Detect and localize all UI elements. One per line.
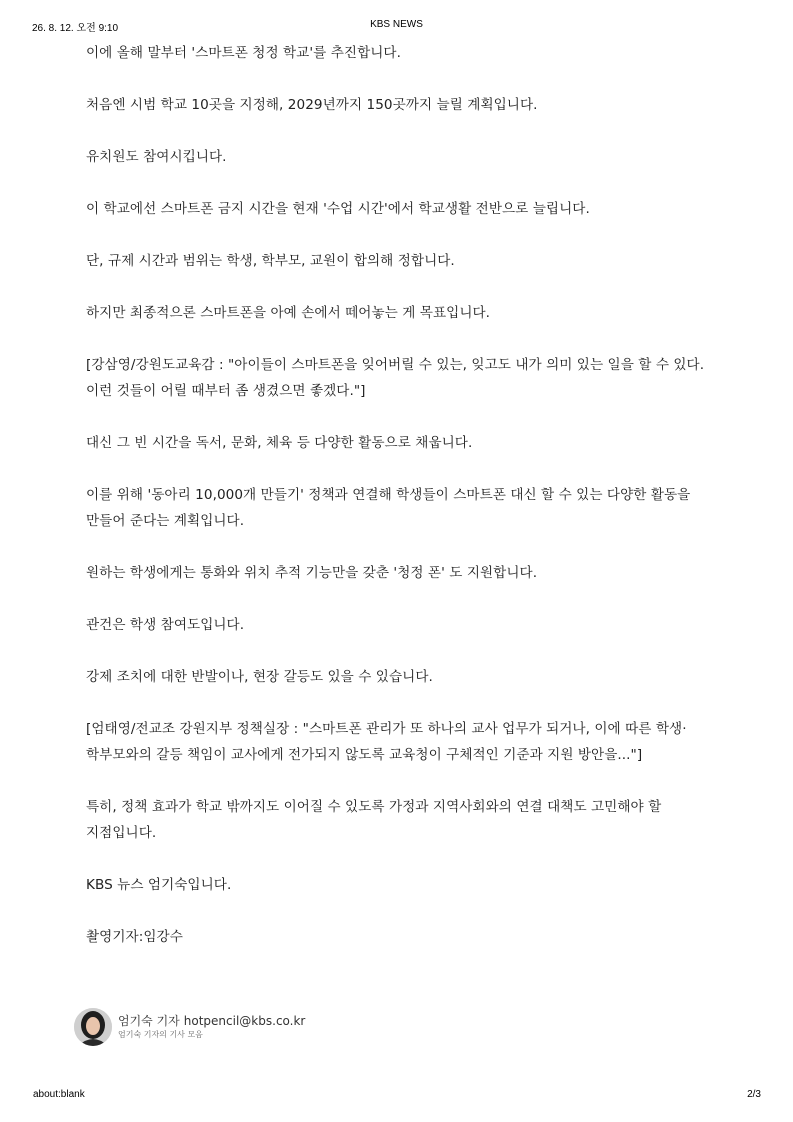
article-paragraph: 관건은 학생 참여도입니다. (86, 617, 245, 633)
article-paragraph: 이 학교에선 스마트폰 금지 시간을 현재 '수업 시간'에서 학교생활 전반으로 늘립니다. (86, 201, 590, 217)
article-paragraph: 원하는 학생에게는 통화와 위치 추적 기능만을 갖춘 '청정 폰' 도 지원합니다. (86, 565, 538, 581)
interview-quote: [강삼영/강원도교육감 : "아이들이 스마트폰을 잊어버릴 수 있는, 잊고도 내가 의미 있는 일을 할 수 있다. 이런 것들이 어릴 때부터 좀 생겼으면 좋겠다."] (86, 357, 705, 399)
print-header (0, 19, 793, 33)
print-site-title: KBS NEWS (370, 19, 423, 30)
article-paragraph: 처음엔 시범 학교 10곳을 지정해, 2029년까지 150곳까지 늘릴 계획입니다. (86, 97, 538, 113)
reporter-name[interactable]: 엄기숙 기자 (118, 1014, 180, 1028)
print-datetime: 26. 8. 12. 오전 9:10 (32, 23, 119, 34)
reporter-avatar[interactable] (74, 1008, 112, 1046)
article-paragraph: 대신 그 빈 시간을 독서, 문화, 체육 등 다양한 활동으로 채웁니다. (86, 435, 473, 451)
print-page-number: 2/3 (747, 1089, 761, 1100)
print-footer (0, 1089, 793, 1103)
article-paragraph: 단, 규제 시간과 범위는 학생, 학부모, 교원이 합의해 정합니다. (86, 253, 455, 269)
article-body (86, 40, 714, 976)
print-url: about:blank (33, 1089, 85, 1100)
article-paragraph: 이에 올해 말부터 '스마트폰 청정 학교'를 추진합니다. (86, 45, 401, 61)
camera-credit: 촬영기자:임강수 (86, 929, 183, 945)
article-paragraph: 하지만 최종적으론 스마트폰을 아예 손에서 떼어놓는 게 목표입니다. (86, 305, 491, 321)
article-paragraph: 강제 조치에 대한 반발이나, 현장 갈등도 있을 수 있습니다. (86, 669, 433, 685)
reporter-email[interactable]: hotpencil@kbs.co.kr (183, 1014, 306, 1028)
interview-quote: [엄태영/전교조 강원지부 정책실장 : "스마트폰 관리가 또 하나의 교사 업무가 되거나, 이에 따른 학생·학부모와의 갈등 책임이 교사에게 전가되지 않도록 교육청이 구체적인 기준과 지원 방안을..."] (86, 721, 687, 763)
article-paragraph: 이를 위해 '동아리 10,000개 만들기' 정책과 연결해 학생들이 스마트폰 대신 할 수 있는 다양한 활동을 만들어 준다는 계획입니다. (86, 487, 691, 529)
reporter-photo-icon (74, 1008, 112, 1046)
article-sign-off: KBS 뉴스 엄기숙입니다. (86, 877, 232, 893)
reporter-articles-link[interactable]: 엄기숙 기자의 기사 모음 (118, 1030, 203, 1039)
article-paragraph: 유치원도 참여시킵니다. (86, 149, 227, 165)
reporter-byline (74, 1007, 305, 1047)
article-paragraph: 특히, 정책 효과가 학교 밖까지도 이어질 수 있도록 가정과 지역사회와의 연결 대책도 고민해야 할 지점입니다. (86, 799, 662, 841)
